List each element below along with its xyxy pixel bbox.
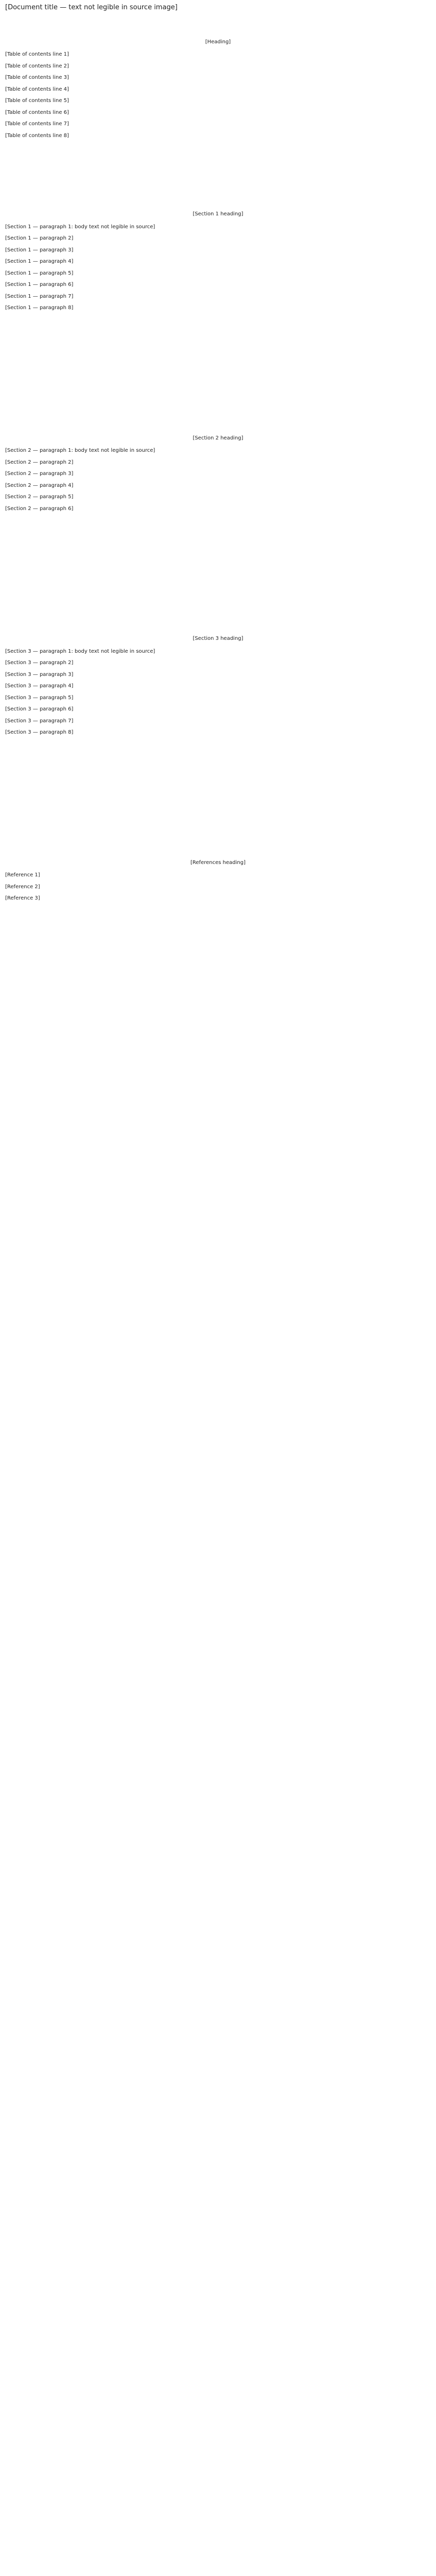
section-paragraph: [Section 1 — paragraph 7] bbox=[5, 293, 74, 299]
section-paragraph: [Section 3 — paragraph 2] bbox=[5, 660, 74, 666]
section-paragraph: [Section 1 — paragraph 2] bbox=[5, 235, 74, 242]
toc-line: [Table of contents line 2] bbox=[5, 63, 69, 69]
document-page bbox=[0, 0, 436, 903]
section-paragraph: [Section 3 — paragraph 8] bbox=[5, 730, 74, 736]
section-paragraph: [Section 3 — paragraph 7] bbox=[5, 718, 74, 724]
spacer bbox=[5, 321, 431, 435]
section-paragraph: [Reference 1] bbox=[5, 872, 40, 878]
document-section bbox=[5, 211, 431, 312]
section-paragraph: [Section 2 — paragraph 5] bbox=[5, 494, 74, 500]
section-paragraph: [Section 3 — paragraph 4] bbox=[5, 683, 74, 689]
table-of-contents bbox=[5, 39, 431, 140]
toc-line: [Table of contents line 4] bbox=[5, 86, 69, 92]
section-paragraph: [Section 3 — paragraph 5] bbox=[5, 694, 74, 701]
toc-heading: [Heading] bbox=[205, 39, 231, 45]
document-sections bbox=[5, 211, 431, 903]
section-paragraph: [Reference 2] bbox=[5, 884, 40, 890]
section-paragraph: [Section 2 — paragraph 4] bbox=[5, 482, 74, 488]
spacer bbox=[5, 522, 431, 635]
section-heading: [Section 2 heading] bbox=[193, 435, 243, 441]
section-paragraph: [Section 1 — paragraph 8] bbox=[5, 305, 74, 311]
section-paragraph: [Section 2 — paragraph 6] bbox=[5, 505, 74, 512]
section-paragraph: [Reference 3] bbox=[5, 895, 40, 902]
section-paragraph: [Section 3 — paragraph 1: body text not legible in source] bbox=[5, 648, 155, 654]
toc-line: [Table of contents line 7] bbox=[5, 121, 69, 127]
section-heading: [References heading] bbox=[190, 859, 246, 866]
section-paragraph: [Section 1 — paragraph 3] bbox=[5, 247, 74, 253]
section-paragraph: [Section 3 — paragraph 6] bbox=[5, 706, 74, 713]
section-paragraph: [Section 3 — paragraph 3] bbox=[5, 671, 74, 677]
section-paragraph: [Section 1 — paragraph 1: body text not legible in source] bbox=[5, 224, 155, 230]
toc-line: [Table of contents line 6] bbox=[5, 109, 69, 115]
toc-line: [Table of contents line 1] bbox=[5, 52, 69, 58]
spacer bbox=[5, 746, 431, 859]
toc-line: [Table of contents line 3] bbox=[5, 75, 69, 81]
section-paragraph: [Section 2 — paragraph 1: body text not legible in source] bbox=[5, 448, 155, 454]
document-title: [Document title — text not legible in source image] bbox=[5, 4, 178, 11]
section-paragraph: [Section 2 — paragraph 3] bbox=[5, 471, 74, 477]
document-section bbox=[5, 435, 431, 513]
spacer bbox=[5, 149, 431, 211]
section-heading: [Section 1 heading] bbox=[193, 211, 243, 217]
section-paragraph: [Section 1 — paragraph 5] bbox=[5, 270, 74, 276]
document-section bbox=[5, 859, 431, 903]
toc-line: [Table of contents line 5] bbox=[5, 98, 69, 104]
section-paragraph: [Section 1 — paragraph 6] bbox=[5, 282, 74, 288]
toc-line: [Table of contents line 8] bbox=[5, 132, 69, 139]
document-section bbox=[5, 635, 431, 737]
section-paragraph: [Section 1 — paragraph 4] bbox=[5, 259, 74, 265]
section-paragraph: [Section 2 — paragraph 2] bbox=[5, 459, 74, 465]
toc-lines bbox=[5, 51, 431, 140]
section-heading: [Section 3 heading] bbox=[193, 636, 243, 642]
